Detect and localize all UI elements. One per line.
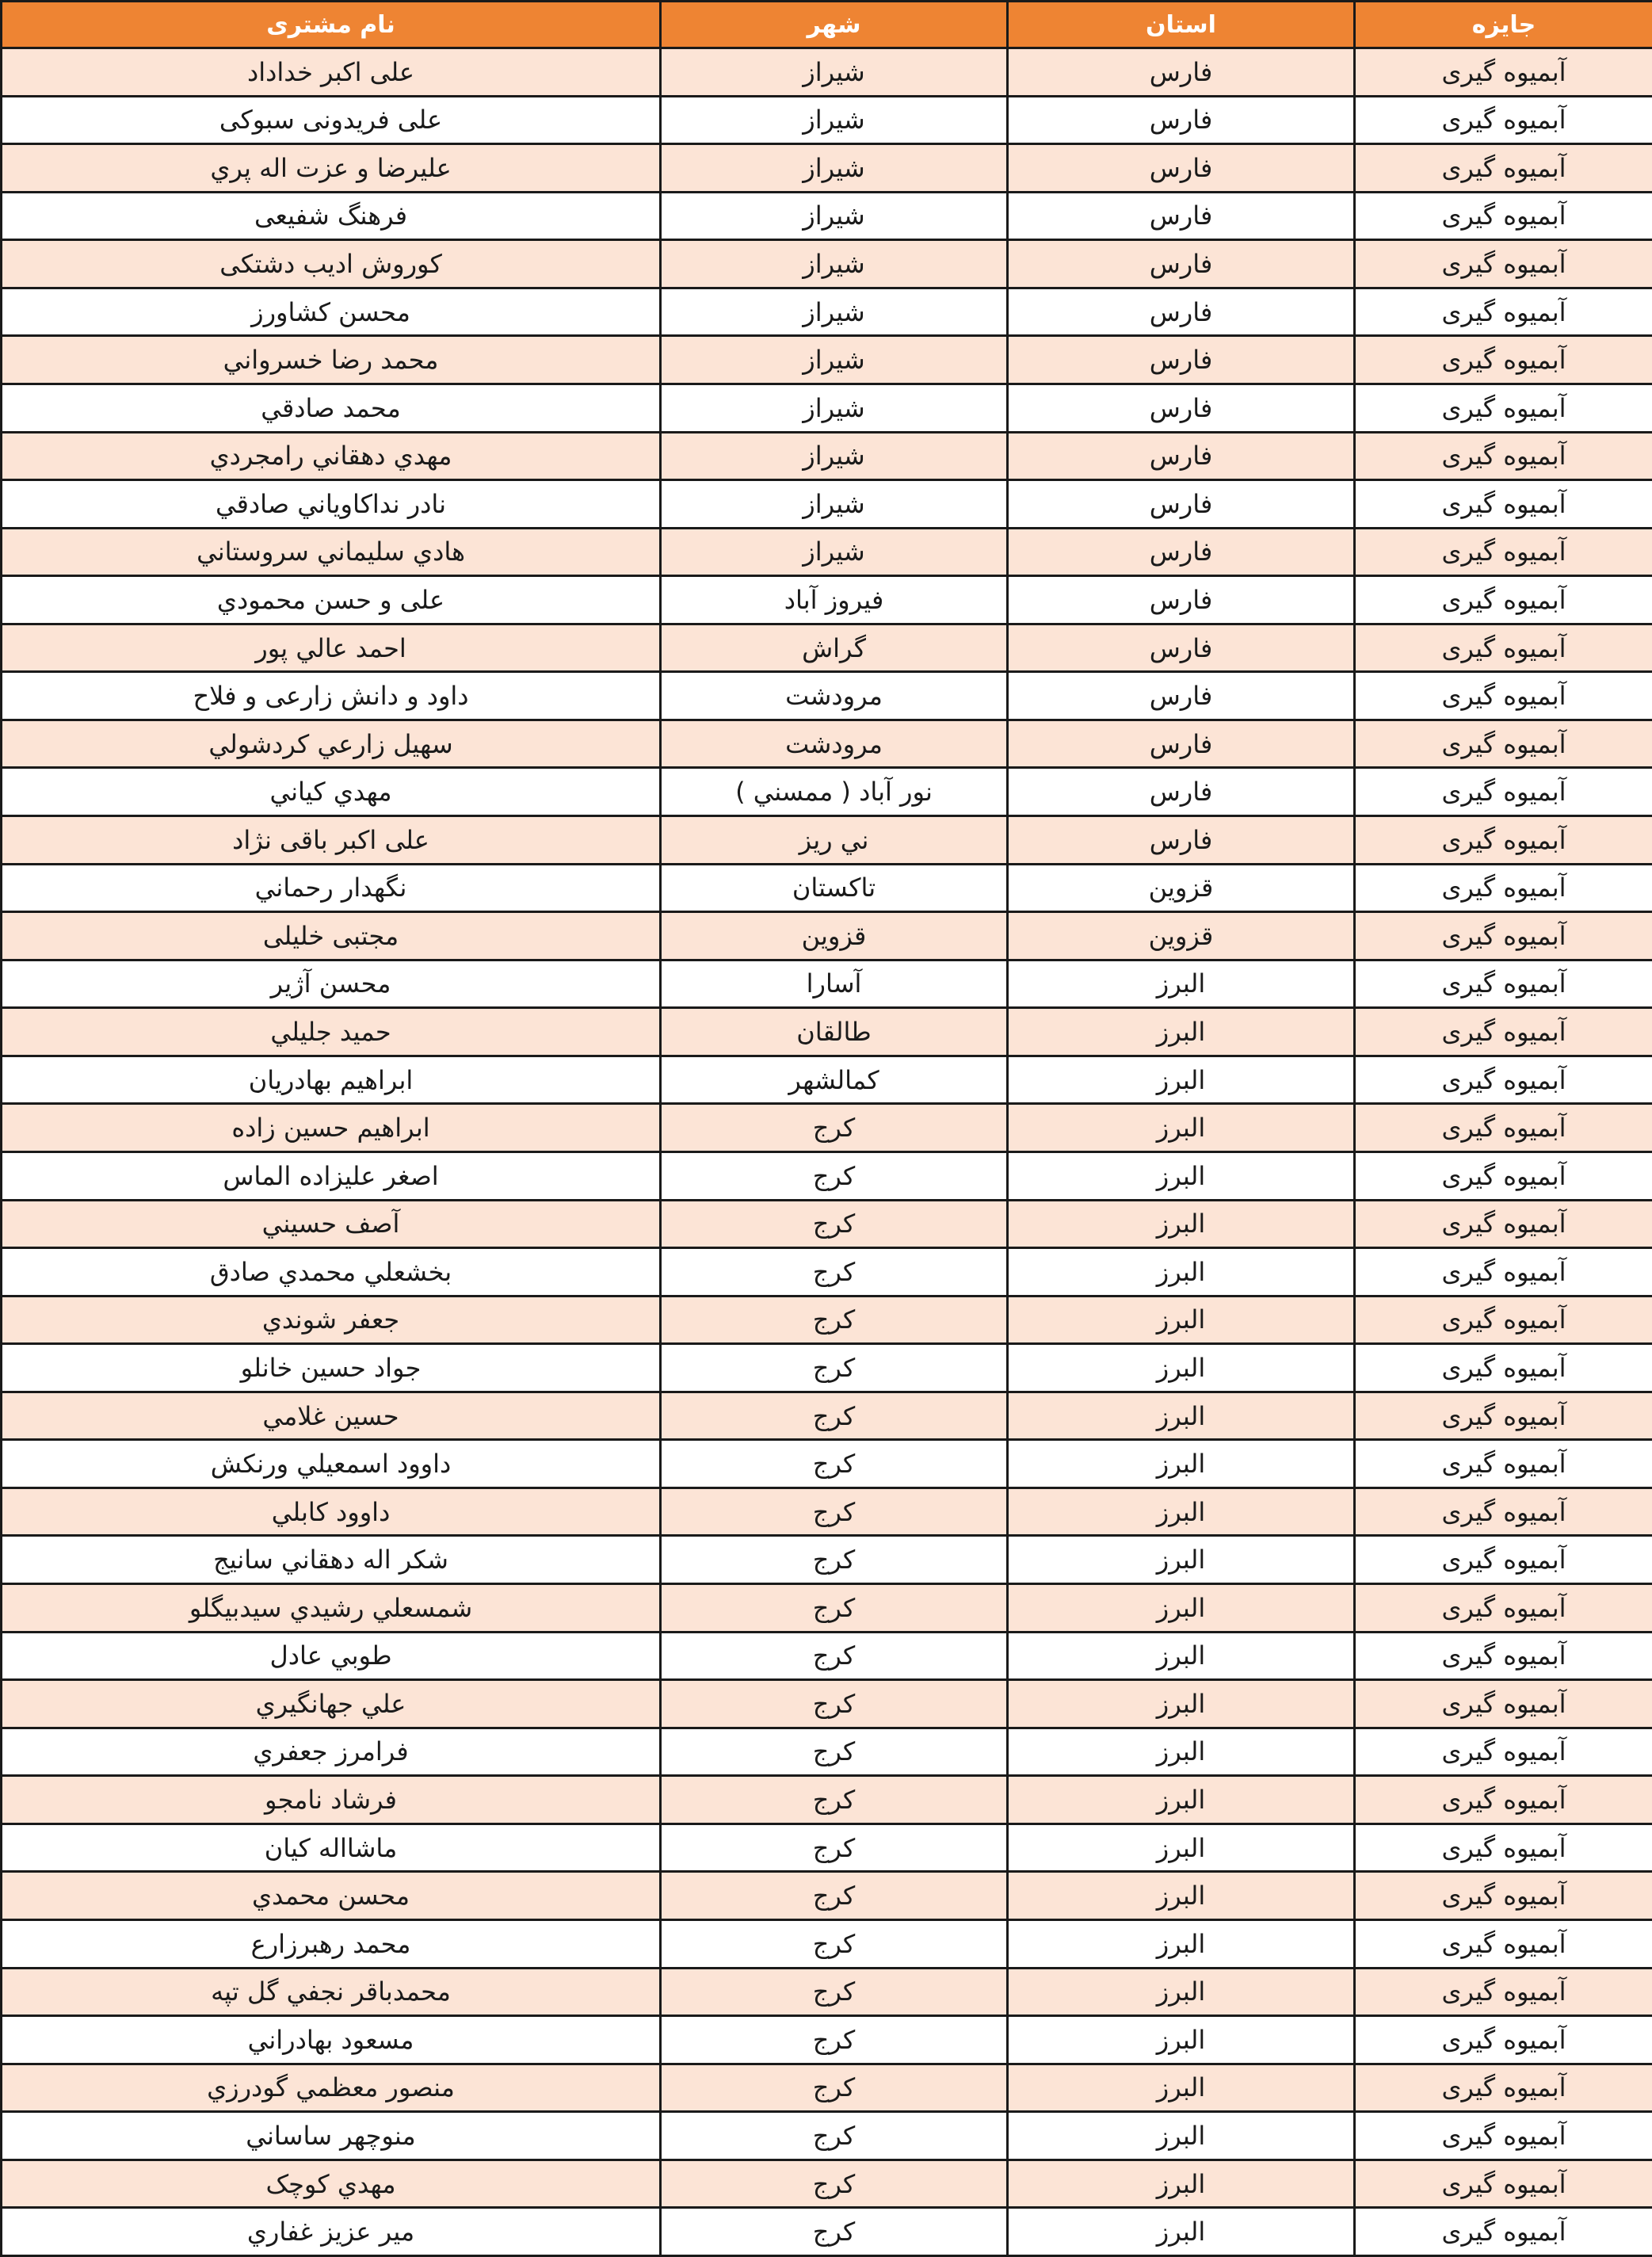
cell-province: البرز [1008, 1200, 1355, 1248]
cell-province: البرز [1008, 2016, 1355, 2064]
cell-province: البرز [1008, 2064, 1355, 2112]
cell-customer-name: بخشعلي محمدي صادق [2, 1248, 661, 1297]
cell-customer-name: آصف حسيني [2, 1200, 661, 1248]
cell-customer-name: مهدي كوچک [2, 2160, 661, 2208]
cell-city: کرج [661, 1824, 1008, 1872]
cell-city: کرج [661, 1968, 1008, 2016]
cell-prize: آبمیوه گیری [1355, 48, 1652, 97]
cell-city: کرج [661, 2016, 1008, 2064]
cell-customer-name: شمسعلي رشيدي سيدبيگلو [2, 1584, 661, 1633]
table-row [2, 144, 1652, 193]
cell-customer-name: علی فریدونی سبوکی [2, 96, 661, 144]
cell-customer-name: داوود اسمعيلي ورنكش [2, 1440, 661, 1488]
cell-city: نور آباد ( ممسني ) [661, 768, 1008, 816]
cell-customer-name: ماشااله كيان [2, 1824, 661, 1872]
cell-city: کرج [661, 1296, 1008, 1344]
cell-customer-name: حميد جليلي [2, 1008, 661, 1056]
cell-prize: آبمیوه گیری [1355, 96, 1652, 144]
table-row [2, 240, 1652, 288]
table-row [2, 1008, 1652, 1056]
table-row [2, 576, 1652, 624]
cell-prize: آبمیوه گیری [1355, 144, 1652, 193]
cell-customer-name: جواد حسين خانلو [2, 1344, 661, 1392]
cell-customer-name: محسن آژیر [2, 960, 661, 1008]
table-row [2, 480, 1652, 529]
cell-province: فارس [1008, 528, 1355, 576]
cell-customer-name: محسن کشاورز [2, 288, 661, 336]
cell-customer-name: محمد صادقي [2, 384, 661, 432]
cell-prize: آبمیوه گیری [1355, 1008, 1652, 1056]
cell-province: البرز [1008, 1632, 1355, 1680]
cell-prize: آبمیوه گیری [1355, 816, 1652, 865]
cell-province: فارس [1008, 768, 1355, 816]
cell-province: البرز [1008, 1824, 1355, 1872]
cell-customer-name: علیرضا و عزت اله پري [2, 144, 661, 193]
cell-customer-name: اصغر علیزاده الماس [2, 1151, 661, 1200]
cell-prize: آبمیوه گیری [1355, 1056, 1652, 1104]
cell-prize: آبمیوه گیری [1355, 1440, 1652, 1488]
cell-province: البرز [1008, 1487, 1355, 1536]
table-row [2, 1344, 1652, 1392]
cell-prize: آبمیوه گیری [1355, 1968, 1652, 2016]
table-row [2, 816, 1652, 865]
cell-prize: آبمیوه گیری [1355, 528, 1652, 576]
cell-city: شیراز [661, 336, 1008, 384]
cell-customer-name: محمد رضا خسرواني [2, 336, 661, 384]
cell-province: البرز [1008, 1008, 1355, 1056]
cell-city: کرج [661, 2160, 1008, 2208]
table-row [2, 2160, 1652, 2208]
cell-province: البرز [1008, 2160, 1355, 2208]
table-row [2, 1680, 1652, 1728]
cell-province: فارس [1008, 480, 1355, 529]
cell-city: کرج [661, 2064, 1008, 2112]
cell-prize: آبمیوه گیری [1355, 1919, 1652, 1968]
cell-province: البرز [1008, 1392, 1355, 1440]
cell-prize: آبمیوه گیری [1355, 960, 1652, 1008]
cell-province: فارس [1008, 336, 1355, 384]
cell-prize: آبمیوه گیری [1355, 2112, 1652, 2160]
cell-customer-name: علي جهانگيري [2, 1680, 661, 1728]
cell-city: شیراز [661, 528, 1008, 576]
table-row [2, 624, 1652, 672]
cell-city: شیراز [661, 48, 1008, 97]
cell-province: قزوین [1008, 864, 1355, 912]
cell-prize: آبمیوه گیری [1355, 192, 1652, 240]
cell-province: البرز [1008, 1151, 1355, 1200]
table-row [2, 1392, 1652, 1440]
table-row [2, 1296, 1652, 1344]
cell-prize: آبمیوه گیری [1355, 1536, 1652, 1584]
cell-province: فارس [1008, 672, 1355, 720]
cell-province: فارس [1008, 816, 1355, 865]
cell-city: شیراز [661, 480, 1008, 529]
cell-province: البرز [1008, 1248, 1355, 1297]
cell-city: کرج [661, 1776, 1008, 1824]
cell-customer-name: علی اکبر باقی نژاد [2, 816, 661, 865]
cell-customer-name: سهيل زارعي كردشولي [2, 720, 661, 768]
cell-customer-name: کوروش ادیب دشتکی [2, 240, 661, 288]
cell-customer-name: منصور معظمي گودرزي [2, 2064, 661, 2112]
cell-customer-name: محمدباقر نجفي گل تپه [2, 1968, 661, 2016]
table-row [2, 1968, 1652, 2016]
cell-city: کرج [661, 1200, 1008, 1248]
cell-province: البرز [1008, 2208, 1355, 2256]
cell-province: البرز [1008, 1296, 1355, 1344]
table-row [2, 1632, 1652, 1680]
table-row [2, 2064, 1652, 2112]
cell-city: کرج [661, 1440, 1008, 1488]
table-row [2, 1824, 1652, 1872]
table-row [2, 1104, 1652, 1152]
cell-city: طالقان [661, 1008, 1008, 1056]
cell-prize: آبمیوه گیری [1355, 1680, 1652, 1728]
cell-city: کرج [661, 1584, 1008, 1633]
cell-province: البرز [1008, 1440, 1355, 1488]
cell-province: البرز [1008, 1919, 1355, 1968]
cell-customer-name: حسين غلامي [2, 1392, 661, 1440]
cell-city: کرج [661, 1344, 1008, 1392]
cell-province: البرز [1008, 1584, 1355, 1633]
table-row [2, 960, 1652, 1008]
table-row [2, 1776, 1652, 1824]
table-row [2, 1151, 1652, 1200]
cell-prize: آبمیوه گیری [1355, 336, 1652, 384]
cell-city: کرج [661, 1536, 1008, 1584]
cell-city: آسارا [661, 960, 1008, 1008]
table-row [2, 672, 1652, 720]
cell-customer-name: محمد رهبرزارع [2, 1919, 661, 1968]
cell-prize: آبمیوه گیری [1355, 912, 1652, 960]
cell-prize: آبمیوه گیری [1355, 672, 1652, 720]
cell-prize: آبمیوه گیری [1355, 720, 1652, 768]
cell-customer-name: مسعود بهادراني [2, 2016, 661, 2064]
cell-province: قزوین [1008, 912, 1355, 960]
cell-city: شیراز [661, 144, 1008, 193]
table-row [2, 1056, 1652, 1104]
cell-city: شیراز [661, 192, 1008, 240]
cell-prize: آبمیوه گیری [1355, 1584, 1652, 1633]
cell-province: فارس [1008, 48, 1355, 97]
cell-customer-name: شكر اله دهقاني سانيج [2, 1536, 661, 1584]
cell-prize: آبمیوه گیری [1355, 1824, 1652, 1872]
cell-prize: آبمیوه گیری [1355, 2208, 1652, 2256]
header-row [2, 2, 1652, 48]
cell-customer-name: مهدي كياني [2, 768, 661, 816]
cell-city: مرودشت [661, 720, 1008, 768]
cell-customer-name: طوبي عادل [2, 1632, 661, 1680]
cell-prize: آبمیوه گیری [1355, 1392, 1652, 1440]
table-row [2, 1919, 1652, 1968]
header-province: استان [1008, 2, 1355, 48]
cell-city: کرج [661, 1632, 1008, 1680]
cell-city: کرج [661, 1248, 1008, 1297]
cell-province: فارس [1008, 576, 1355, 624]
table-row [2, 288, 1652, 336]
table-row [2, 336, 1652, 384]
cell-province: البرز [1008, 1728, 1355, 1776]
cell-city: کرج [661, 1392, 1008, 1440]
cell-customer-name: داود و دانش زارعی و فلاح [2, 672, 661, 720]
cell-customer-name: ابراهیم حسین زاده [2, 1104, 661, 1152]
cell-customer-name: نادر نداکاویاني صادقي [2, 480, 661, 529]
table-row [2, 192, 1652, 240]
cell-city: کرج [661, 1104, 1008, 1152]
cell-province: فارس [1008, 720, 1355, 768]
cell-prize: آبمیوه گیری [1355, 1487, 1652, 1536]
cell-prize: آبمیوه گیری [1355, 1632, 1652, 1680]
cell-customer-name: فرشاد نامجو [2, 1776, 661, 1824]
cell-customer-name: علی و حسن محمودي [2, 576, 661, 624]
cell-city: کرج [661, 1487, 1008, 1536]
cell-customer-name: هادي سليماني سروستاني [2, 528, 661, 576]
cell-city: مرودشت [661, 672, 1008, 720]
cell-prize: آبمیوه گیری [1355, 864, 1652, 912]
table-row [2, 1440, 1652, 1488]
cell-province: البرز [1008, 1872, 1355, 1920]
table-row [2, 2016, 1652, 2064]
header-city: شهر [661, 2, 1008, 48]
cell-province: فارس [1008, 192, 1355, 240]
table-row [2, 1584, 1652, 1633]
cell-prize: آبمیوه گیری [1355, 1200, 1652, 1248]
cell-prize: آبمیوه گیری [1355, 576, 1652, 624]
cell-province: البرز [1008, 960, 1355, 1008]
header-customer-name: نام مشتری [2, 2, 661, 48]
cell-customer-name: احمد عالي پور [2, 624, 661, 672]
cell-province: فارس [1008, 624, 1355, 672]
cell-prize: آبمیوه گیری [1355, 240, 1652, 288]
table-row [2, 1200, 1652, 1248]
cell-prize: آبمیوه گیری [1355, 1776, 1652, 1824]
cell-city: کرج [661, 2208, 1008, 2256]
table-row [2, 1872, 1652, 1920]
table-row [2, 1248, 1652, 1297]
cell-province: البرز [1008, 1776, 1355, 1824]
cell-prize: آبمیوه گیری [1355, 2064, 1652, 2112]
cell-province: البرز [1008, 1680, 1355, 1728]
table-row [2, 720, 1652, 768]
cell-city: گراش [661, 624, 1008, 672]
cell-city: ني ريز [661, 816, 1008, 865]
cell-city: تاكستان [661, 864, 1008, 912]
cell-prize: آبمیوه گیری [1355, 624, 1652, 672]
header-prize: جایزه [1355, 2, 1652, 48]
cell-city: كمالشهر [661, 1056, 1008, 1104]
cell-prize: آبمیوه گیری [1355, 2160, 1652, 2208]
cell-city: فیروز آباد [661, 576, 1008, 624]
cell-province: فارس [1008, 144, 1355, 193]
cell-prize: آبمیوه گیری [1355, 288, 1652, 336]
table-row [2, 912, 1652, 960]
cell-city: کرج [661, 1919, 1008, 1968]
cell-province: فارس [1008, 432, 1355, 480]
cell-city: شیراز [661, 240, 1008, 288]
cell-customer-name: مير عزيز غفاري [2, 2208, 661, 2256]
cell-prize: آبمیوه گیری [1355, 1728, 1652, 1776]
cell-customer-name: مهدي دهقاني رامجردي [2, 432, 661, 480]
cell-customer-name: جعفر شوندي [2, 1296, 661, 1344]
cell-city: قزوين [661, 912, 1008, 960]
cell-prize: آبمیوه گیری [1355, 768, 1652, 816]
cell-prize: آبمیوه گیری [1355, 1104, 1652, 1152]
table-row [2, 768, 1652, 816]
cell-province: البرز [1008, 1056, 1355, 1104]
table-row [2, 864, 1652, 912]
cell-customer-name: علی اکبر خداداد [2, 48, 661, 97]
cell-city: شیراز [661, 384, 1008, 432]
cell-city: کرج [661, 1680, 1008, 1728]
table-row [2, 48, 1652, 97]
table-row [2, 432, 1652, 480]
cell-prize: آبمیوه گیری [1355, 1872, 1652, 1920]
cell-city: کرج [661, 1151, 1008, 1200]
cell-province: البرز [1008, 1104, 1355, 1152]
cell-prize: آبمیوه گیری [1355, 432, 1652, 480]
cell-province: البرز [1008, 2112, 1355, 2160]
cell-province: فارس [1008, 240, 1355, 288]
table-row [2, 1536, 1652, 1584]
cell-prize: آبمیوه گیری [1355, 1248, 1652, 1297]
table-row [2, 384, 1652, 432]
cell-province: فارس [1008, 288, 1355, 336]
table-row [2, 528, 1652, 576]
cell-customer-name: ابراهيم بهادريان [2, 1056, 661, 1104]
cell-prize: آبمیوه گیری [1355, 1151, 1652, 1200]
table-row [2, 2112, 1652, 2160]
cell-prize: آبمیوه گیری [1355, 384, 1652, 432]
cell-prize: آبمیوه گیری [1355, 480, 1652, 529]
table-row [2, 1728, 1652, 1776]
cell-customer-name: نگهدار رحماني [2, 864, 661, 912]
cell-province: البرز [1008, 1344, 1355, 1392]
cell-customer-name: مجتبی خلیلی [2, 912, 661, 960]
table-row [2, 2208, 1652, 2256]
table-body [2, 48, 1652, 2256]
cell-customer-name: داوود كابلي [2, 1487, 661, 1536]
cell-province: فارس [1008, 96, 1355, 144]
cell-prize: آبمیوه گیری [1355, 1344, 1652, 1392]
cell-city: کرج [661, 2112, 1008, 2160]
cell-city: شیراز [661, 432, 1008, 480]
cell-customer-name: محسن محمدي [2, 1872, 661, 1920]
cell-customer-name: منوچهر ساساني [2, 2112, 661, 2160]
cell-city: کرج [661, 1728, 1008, 1776]
cell-prize: آبمیوه گیری [1355, 1296, 1652, 1344]
cell-city: شیراز [661, 288, 1008, 336]
cell-prize: آبمیوه گیری [1355, 2016, 1652, 2064]
cell-customer-name: فرهنگ شفیعی [2, 192, 661, 240]
table-row [2, 1487, 1652, 1536]
cell-city: شیراز [661, 96, 1008, 144]
cell-city: کرج [661, 1872, 1008, 1920]
cell-customer-name: فرامرز جعفري [2, 1728, 661, 1776]
table-row [2, 96, 1652, 144]
cell-province: البرز [1008, 1968, 1355, 2016]
cell-province: البرز [1008, 1536, 1355, 1584]
cell-province: فارس [1008, 384, 1355, 432]
